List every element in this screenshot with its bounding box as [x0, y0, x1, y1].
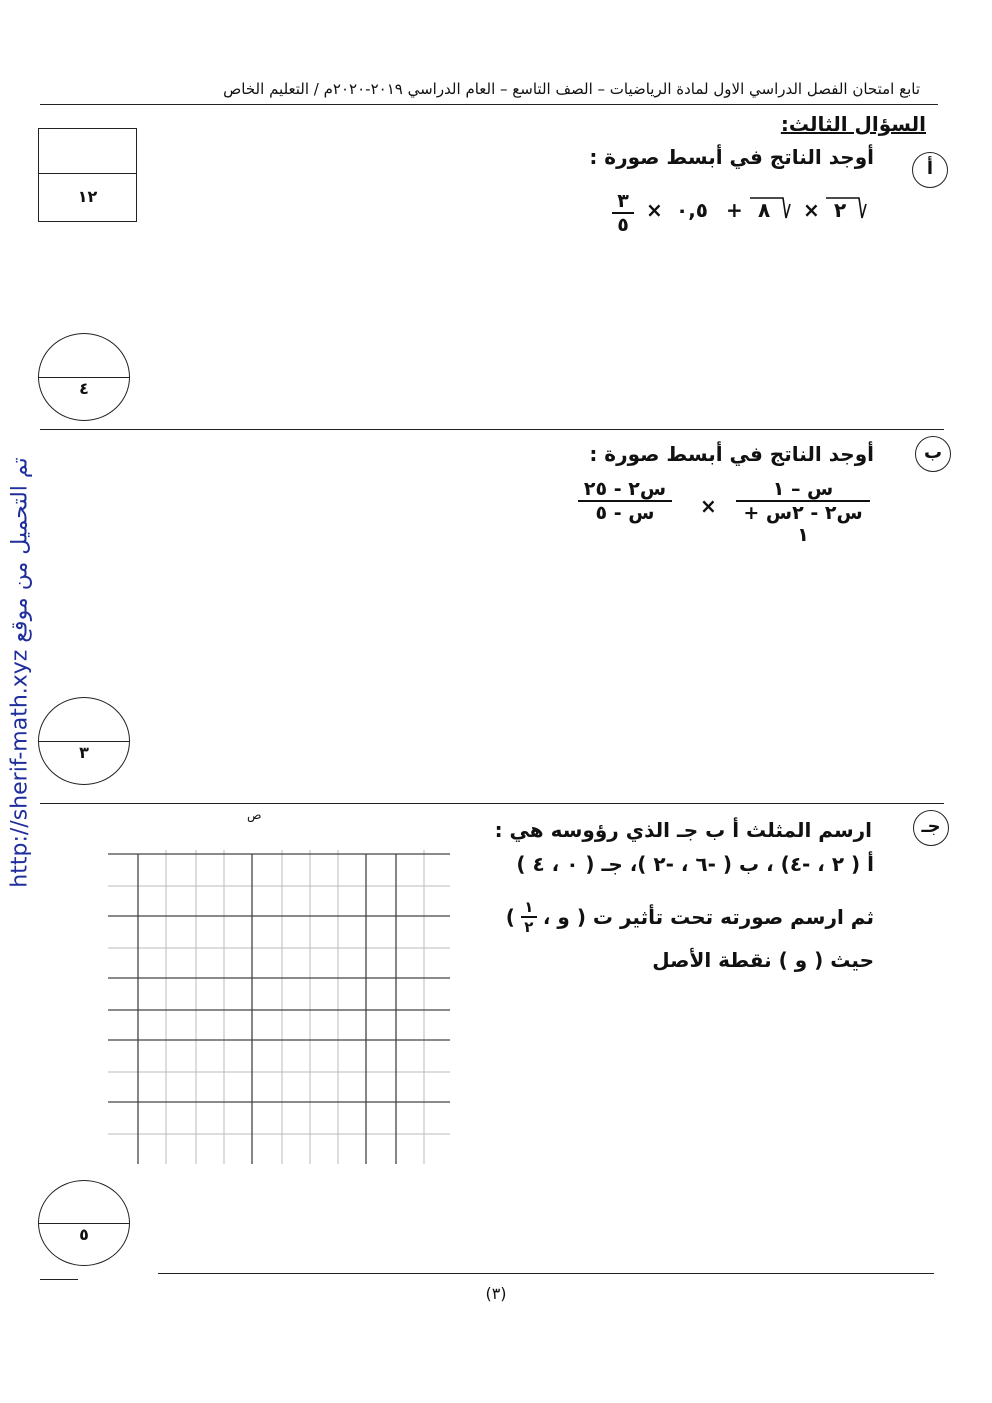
sidebar-watermark: http://sherif-math.xyz تم التحميل من موقع	[7, 457, 33, 888]
part-b-right-fraction	[578, 478, 672, 524]
part-a-times-1: ×	[803, 198, 820, 222]
part-b-left-fraction	[736, 478, 870, 546]
coordinate-grid[interactable]	[108, 850, 453, 1166]
question-title: السؤال الثالث:	[780, 112, 926, 136]
part-c-label: جـ	[913, 810, 949, 846]
header-rule	[40, 104, 938, 105]
exam-header: تابع امتحان الفصل الدراسي الاول لمادة الرياضيات – الصف التاسع – العام الدراسي ٢٠١٩-٢٠٢٠م / التعليم الخاص	[223, 80, 920, 98]
part-b-left-den: س٢ - ٢س + ١	[743, 502, 863, 546]
page-number: (٣)	[485, 1284, 507, 1303]
part-b-right-num: س٢ - ٢٥	[583, 478, 667, 500]
part-b-prompt: أوجد الناتج في أبسط صورة :	[589, 442, 874, 466]
part-a-score-circle	[38, 333, 130, 421]
part-b-left-num: س – ١	[772, 478, 834, 500]
part-a-frac-den: ٥	[617, 214, 629, 236]
part-b-label: ب	[915, 436, 951, 472]
part-b-rule	[40, 803, 944, 804]
part-c-line2: أ ( ٢ ، -٤) ، ب ( -٦ ، -٢ )، جـ ( ٠ ، ٤ )	[516, 852, 874, 876]
part-b-times: ×	[700, 494, 717, 518]
part-c-fraction	[521, 898, 537, 936]
part-c-score-circle	[38, 1180, 130, 1266]
part-c-line4: حيث ( و ) نقطة الأصل	[652, 948, 874, 972]
part-b-score-circle	[38, 697, 130, 785]
part-a-times-2: ×	[646, 198, 663, 222]
part-a-label: أ	[912, 152, 948, 188]
part-c-frac-den: ٢	[524, 918, 534, 936]
part-b-score: ٣	[79, 742, 89, 762]
part-c-frac-num: ١	[524, 898, 534, 916]
part-a-fraction	[612, 190, 634, 236]
part-c-line1: ارسم المثلث أ ب جـ الذي رؤوسه هي :	[494, 818, 872, 842]
part-c-score: ٥	[79, 1224, 89, 1244]
part-a-frac-num: ٣	[617, 190, 629, 212]
total-score-box	[38, 128, 137, 222]
part-c-line3a: ثم ارسم صورته تحت تأثير ت ( و ،	[542, 905, 874, 929]
footer-rule-left	[40, 1279, 78, 1280]
part-b-right-den: س - ٥	[595, 502, 655, 524]
part-a-prompt: أوجد الناتج في أبسط صورة :	[589, 145, 874, 169]
part-a-rule	[40, 429, 944, 430]
part-a-decimal: ٠,٥	[676, 198, 709, 222]
part-a-expression: ٣ ٥ × ٠,٥ + ٨ × ٢	[600, 190, 880, 240]
part-c-line3	[506, 898, 874, 936]
total-score-value: ١٢	[77, 187, 98, 206]
part-a-score: ٤	[79, 378, 89, 398]
part-c-line3b: )	[505, 905, 515, 929]
part-a-plus: +	[726, 198, 743, 222]
footer-rule	[158, 1273, 934, 1274]
grid-axis-label: ص	[247, 808, 262, 822]
